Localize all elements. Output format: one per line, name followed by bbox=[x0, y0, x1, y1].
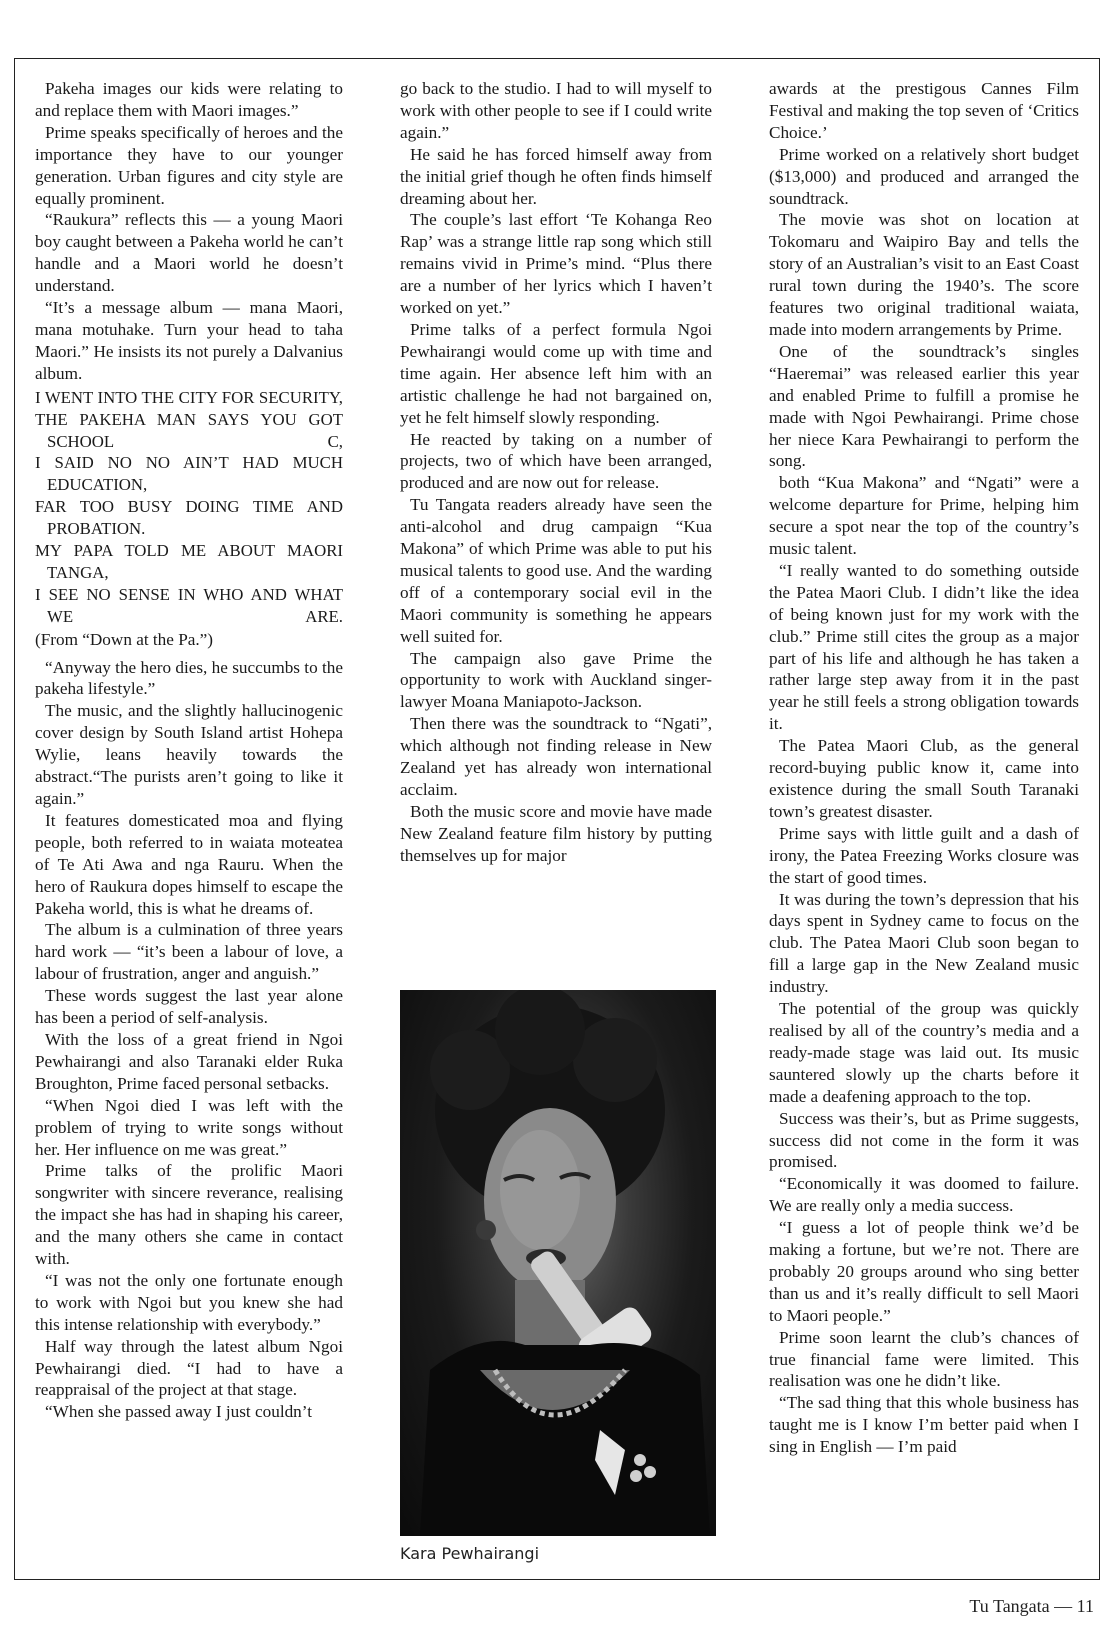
column-2 bbox=[400, 78, 712, 867]
paragraph: Tu Tangata readers already have seen the anti-alcohol and drug campaign “Kua Makona” of which Prime was able to put his musical talents to good use. And the warding off of a contemporary social evil in the Maori community is something he appears well suited for. bbox=[400, 495, 712, 646]
paragraph: go back to the studio. I had to will myself to work with other people to see if I could write again.” bbox=[400, 79, 712, 142]
paragraph: “The sad thing that this whole business has taught me is I know I’m better paid when I sing in English — I’m paid bbox=[769, 1393, 1079, 1457]
paragraph: Both the music score and movie have made New Zealand feature film history by putting themselves up for major bbox=[400, 801, 712, 865]
paragraph: The Patea Maori Club, as the general record-buying public know it, came into existence during the small South Taranaki town’s greatest disaster. bbox=[769, 736, 1079, 821]
paragraph: The couple’s last effort ‘Te Kohanga Reo Rap’ was a strange little rap song which still remains vivid in Prime’s mind. “Plus there are a number of her lyrics which I haven’t worked on yet.” bbox=[400, 210, 712, 318]
paragraph: Prime worked on a relatively short budget ($13,000) and produced and arranged the soundtrack. bbox=[769, 144, 1079, 208]
singer-photo bbox=[400, 990, 716, 1536]
paragraph: both “Kua Makona” and “Ngati” were a welcome departure for Prime, helping him secure a spot near the top of the country’s music talent. bbox=[769, 473, 1079, 559]
paragraph: Prime talks of a perfect formula Ngoi Pewhairangi would come up with time and time again. Her absence left him with an artistic challenge he had not bargained on, yet he felt himself slowly responding. bbox=[400, 319, 712, 427]
paragraph: Prime says with little guilt and a dash of irony, the Patea Freezing Works closure was the start of good times. bbox=[769, 823, 1079, 887]
lyric-line: I SAID NO NO AIN’T HAD MUCH EDUCATION, bbox=[35, 453, 343, 495]
paragraph: “Economically it was doomed to failure. We are really only a media success. bbox=[769, 1174, 1079, 1216]
paragraph: It was during the town’s depression that his days spent in Sydney came to focus on the club. The Patea Maori Club soon began to fill a large gap in the New Zealand music industry. bbox=[769, 889, 1079, 997]
paragraph: It features domesticated moa and flying people, both referred to in waiata moteatea of Te Ati Awa and nga Rauru. When the hero of Raukura dopes himself to escape the Pakeha world, this is what he dreams of. bbox=[35, 810, 343, 918]
lyric-line: I SEE NO SENSE IN WHO AND WHAT WE ARE. bbox=[35, 584, 343, 626]
paragraph: “Raukura” reflects this — a young Maori boy caught between a Pakeha world he can’t handle and a Maori world he doesn’t understand. bbox=[35, 210, 343, 296]
paragraph: He said he has forced himself away from the initial grief though he often finds himself dreaming about her. bbox=[400, 144, 712, 208]
paragraph: “When Ngoi died I was left with the problem of trying to write songs without her. Her influence on me was great.” bbox=[35, 1095, 343, 1159]
paragraph: These words suggest the last year alone has been a period of self-analysis. bbox=[35, 986, 343, 1028]
paragraph: “I guess a lot of people think we’d be making a fortune, but we’re not. There are probably 20 groups around who sing better than us and it’s really difficult to sell Maori to Maori people.” bbox=[769, 1218, 1079, 1325]
paragraph: “Anyway the hero dies, he succumbs to the pakeha lifestyle.” bbox=[35, 657, 343, 699]
lyric-line: I WENT INTO THE CITY FOR SECURITY, bbox=[35, 387, 343, 407]
lyric-source: (From “Down at the Pa.”) bbox=[35, 629, 214, 649]
paragraph: He reacted by taking on a number of projects, two of which have been arranged, produced and are now out for release. bbox=[400, 429, 712, 493]
paragraph: One of the soundtrack’s singles “Haeremai” was released earlier this year and enabled Prime to fulfill a promise he made with Ngoi Pewhairangi. Prime chose her niece Kara Pewhairangi to perform the song. bbox=[769, 341, 1079, 471]
paragraph: awards at the prestigous Cannes Film Festival and making the top seven of ‘Critics Choice.’ bbox=[769, 79, 1079, 142]
lyric-line: MY PAPA TOLD ME ABOUT MAORI TANGA, bbox=[35, 541, 343, 582]
paragraph: Half way through the latest album Ngoi Pewhairangi died. “I had to have a reappraisal of the project at that stage. bbox=[35, 1336, 343, 1400]
paragraph: “I really wanted to do something outside the Patea Maori Club. I didn’t like the idea of being known just for my work with the club.” Prime still cites the group as a major part of his life and although he has taken a rather large step away from it in the past year he still feels a strong obligation towards it. bbox=[769, 560, 1079, 734]
paragraph: Prime talks of the prolific Maori songwriter with sincere reverance, realising the impact she has had in shaping his career, and the many others she came in contact with. bbox=[35, 1161, 343, 1269]
paragraph: Success was their’s, but as Prime suggests, success did not come in the form it was promised. bbox=[769, 1108, 1079, 1172]
paragraph: The album is a culmination of three years hard work — “it’s been a labour of love, a labour of frustration, anger and anguish.” bbox=[35, 920, 343, 984]
singer-photo-illustration bbox=[400, 990, 716, 1536]
paragraph: With the loss of a great friend in Ngoi Pewhairangi and also Taranaki elder Ruka Broughton, Prime faced personal setbacks. bbox=[35, 1029, 343, 1093]
paragraph: “When she passed away I just couldn’t bbox=[45, 1402, 312, 1422]
paragraph: Then there was the soundtrack to “Ngati”, which although not finding release in New Zealand yet has already won international acclaim. bbox=[400, 714, 712, 799]
paragraph: Pakeha images our kids were relating to and replace them with Maori images.” bbox=[35, 79, 343, 120]
paragraph: Prime soon learnt the club’s chances of true financial fame were limited. This realisation was one he didn’t like. bbox=[769, 1327, 1079, 1391]
column-1 bbox=[35, 78, 343, 1423]
song-lyrics bbox=[35, 387, 343, 651]
paragraph: “It’s a message album — mana Maori, mana motuhake. Turn your head to taha Maori.” He insists its not purely a Dalvanius album. bbox=[35, 298, 343, 383]
paragraph: The campaign also gave Prime the opportunity to work with Auckland singer-lawyer Moana Maniapoto-Jackson. bbox=[400, 648, 712, 712]
column-3 bbox=[769, 78, 1079, 1458]
paragraph: The music, and the slightly hallucinogenic cover design by South Island artist Hohepa Wylie, leans heavily towards the abstract.“The purists aren’t going to like it again.” bbox=[35, 701, 343, 808]
page-footer: Tu Tangata — 11 bbox=[969, 1596, 1094, 1616]
paragraph: The potential of the group was quickly realised by all of the country’s media and a ready-made stage was laid out. Its music sauntered slowly up the charts before it made a deafening approach to the top. bbox=[769, 999, 1079, 1106]
paragraph: “I was not the only one fortunate enough to work with Ngoi but you knew she had this intense relationship with everybody.” bbox=[35, 1270, 343, 1334]
lyric-line: THE PAKEHA MAN SAYS YOU GOT SCHOOL C, bbox=[35, 409, 343, 451]
paragraph: Prime speaks specifically of heroes and the importance they have to our younger generation. Urban figures and city style are equally prominent. bbox=[35, 122, 343, 208]
paragraph: The movie was shot on location at Tokomaru and Waipiro Bay and tells the story of an Australian’s visit to an East Coast rural town during the 1940’s. The score features two original traditional waiata, made into modern arrangements by Prime. bbox=[769, 210, 1079, 339]
photo-caption: Kara Pewhairangi bbox=[400, 1544, 540, 1563]
lyric-line: FAR TOO BUSY DOING TIME AND PROBATION. bbox=[35, 497, 343, 539]
